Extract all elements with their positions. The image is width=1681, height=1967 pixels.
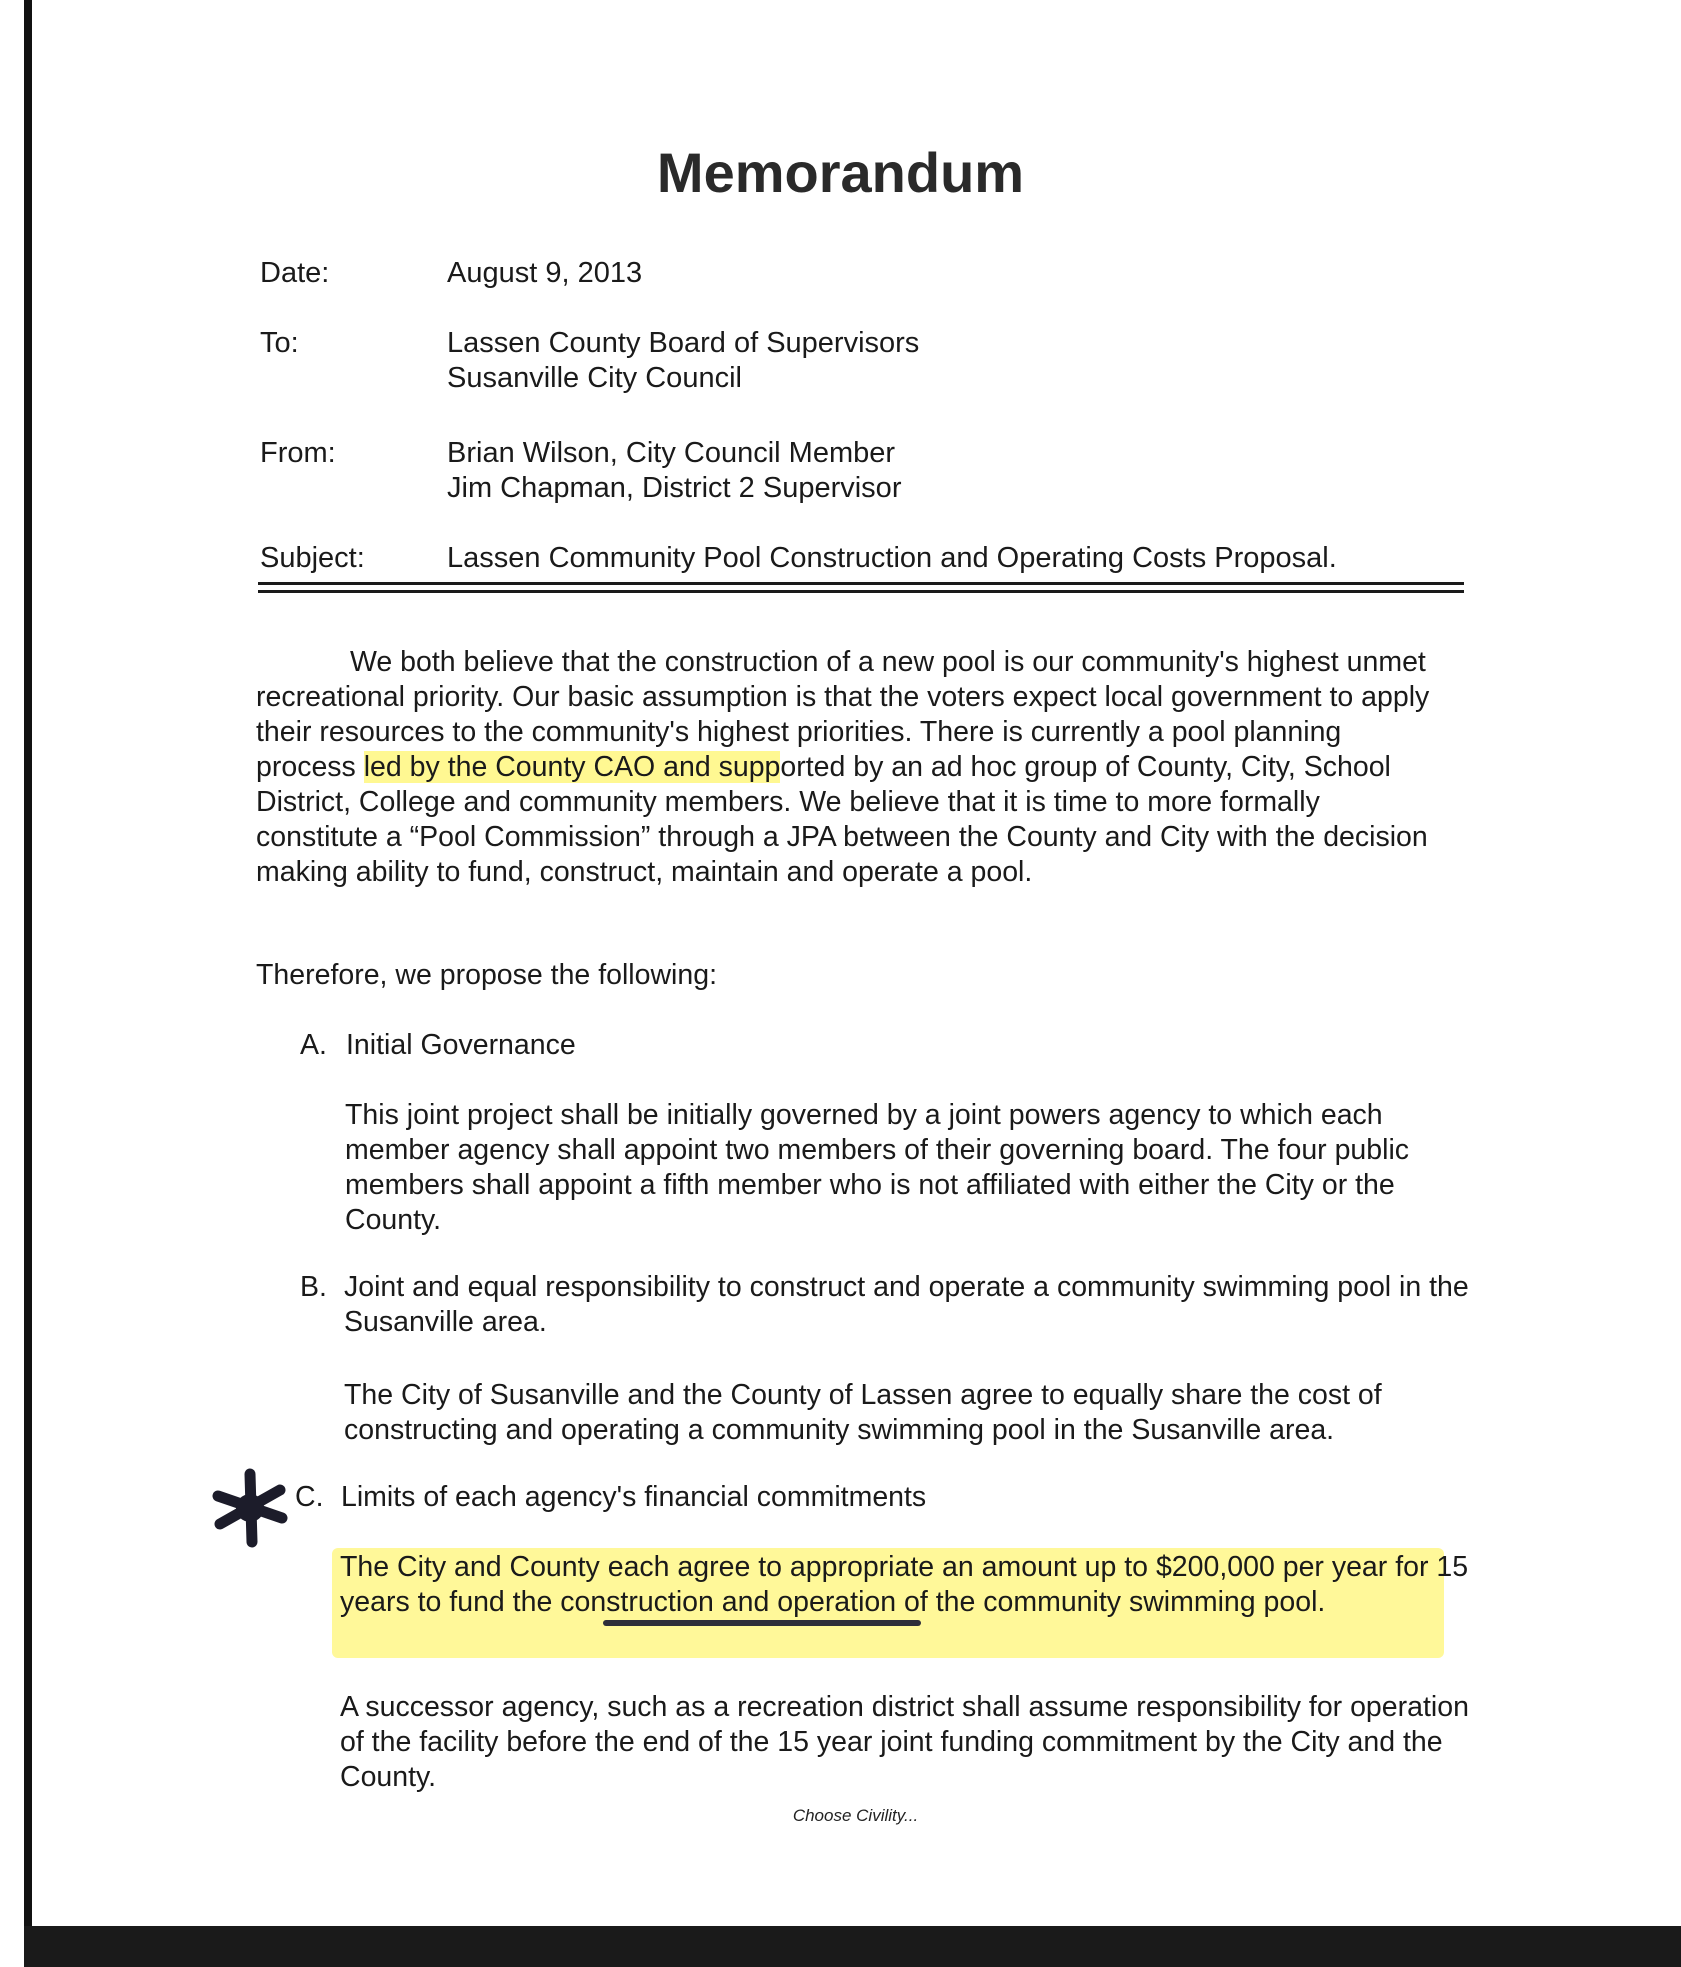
intro-highlight: led by the County CAO and supp bbox=[363, 751, 781, 783]
item-b-letter: B. bbox=[300, 1271, 327, 1303]
to-label: To: bbox=[260, 327, 299, 359]
from-line-2: Jim Chapman, District 2 Supervisor bbox=[447, 472, 902, 504]
therefore-line: Therefore, we propose the following: bbox=[256, 959, 718, 991]
item-a-title: Initial Governance bbox=[346, 1029, 576, 1061]
intro-paragraph bbox=[256, 645, 1436, 890]
from-label: From: bbox=[260, 437, 336, 469]
pen-underline-mark bbox=[603, 1620, 921, 1626]
subject-value: Lassen Community Pool Construction and Operating Costs Proposal. bbox=[447, 542, 1337, 574]
intro-text-2: orted by an ad hoc group of County, City, School District, College and community members. We believe that it is time to more formally constitute a “Pool Commission” through a JPA between the County and City with the decision making ability to fund, construct, maintain and operate a pool. bbox=[256, 751, 1428, 888]
item-c-letter: C. bbox=[295, 1481, 324, 1513]
item-a-letter: A. bbox=[300, 1029, 327, 1061]
item-a-body: This joint project shall be initially governed by a joint powers agency to which each member agency shall appoint two members of their governing board. The four public members shall appoint a fifth member who is not affiliated with either the City or the County. bbox=[345, 1099, 1410, 1236]
to-line-1: Lassen County Board of Supervisors bbox=[447, 327, 920, 359]
footer-slogan: Choose Civility... bbox=[792, 1806, 919, 1825]
to-line-2: Susanville City Council bbox=[447, 362, 742, 394]
item-c-title: Limits of each agency's financial commitments bbox=[341, 1481, 927, 1513]
handdrawn-asterisk-icon bbox=[208, 1466, 292, 1550]
item-c-body-2: A successor agency, such as a recreation district shall assume responsibility for operation of the facility before the end of the 15 year joint funding commitment by the City and the County. bbox=[340, 1691, 1469, 1793]
scan-left-edge bbox=[24, 0, 32, 1967]
memo-title: Memorandum bbox=[656, 141, 1025, 204]
date-value: August 9, 2013 bbox=[447, 257, 643, 289]
item-b-body: The City of Susanville and the County of Lassen agree to equally share the cost of constructing and operating a community swimming pool in the Susanville area. bbox=[344, 1379, 1382, 1446]
subject-label: Subject: bbox=[260, 542, 365, 574]
header-divider bbox=[258, 582, 1464, 593]
scan-bottom-edge bbox=[24, 1926, 1681, 1967]
from-line-1: Brian Wilson, City Council Member bbox=[447, 437, 896, 469]
date-label: Date: bbox=[260, 257, 330, 289]
item-c-body: The City and County each agree to appropriate an amount up to $200,000 per year for 15 years to fund the construction and operation of the community swimming pool. bbox=[340, 1551, 1469, 1618]
intro-text-1: We both believe that the construction of a new pool is our community's highest unmet recreational priority. Our basic assumption is that the voters expect local government to apply their resources to the community's highest priorities. There is currently a pool planning process bbox=[256, 646, 1430, 783]
item-b-title: Joint and equal responsibility to construct and operate a community swimming pool in the Susanville area. bbox=[344, 1271, 1469, 1338]
